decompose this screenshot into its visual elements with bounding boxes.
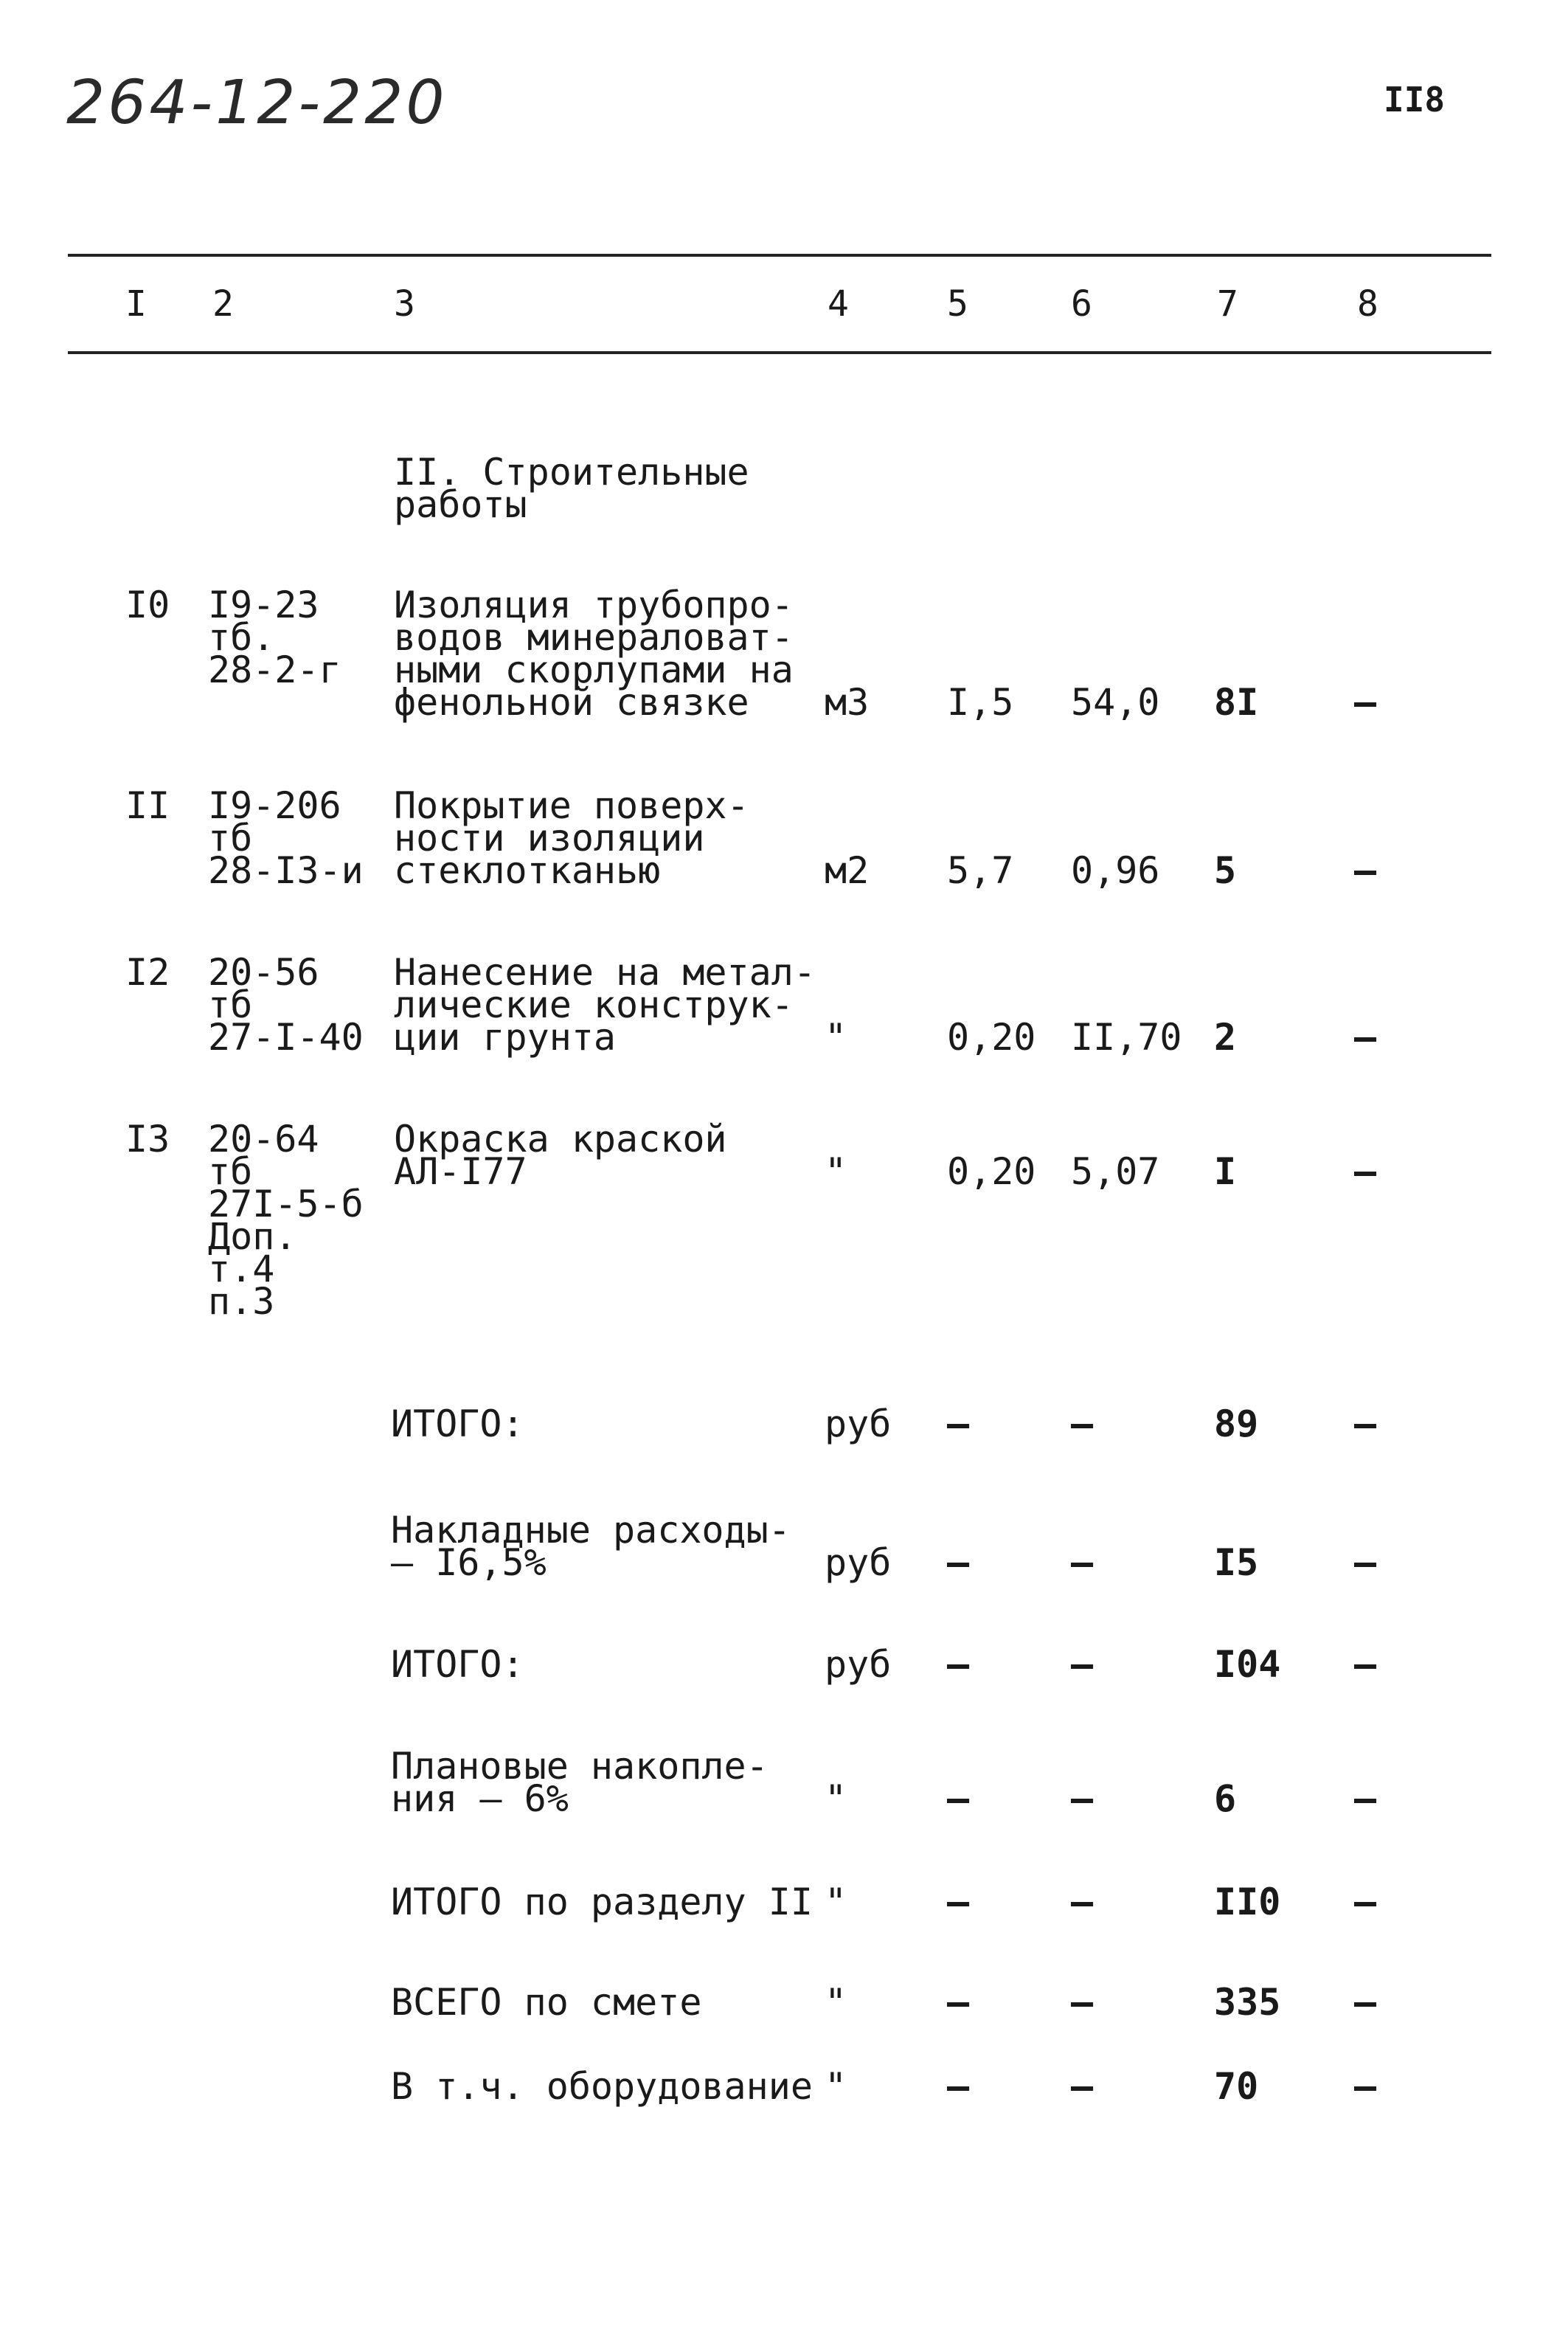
row-unit-price: 54,0: [1071, 681, 1160, 724]
summary-label: ИТОГО по разделу II: [391, 1881, 813, 1923]
summary-label: ИТОГО:: [391, 1402, 524, 1445]
summary-total: II0: [1214, 1881, 1281, 1923]
summary-total: 70: [1214, 2065, 1259, 2108]
row-col8: –: [1354, 849, 1377, 892]
table-top-rule: [68, 254, 1491, 257]
summary-unit: ": [825, 1981, 847, 2024]
summary-unit: руб: [825, 1402, 892, 1445]
summary-total: 6: [1214, 1777, 1237, 1820]
row-description: Окраска краской АЛ-I77: [394, 1118, 727, 1193]
row-total: 2: [1214, 1016, 1237, 1059]
summary-total: 335: [1214, 1981, 1281, 2024]
row-number: I3: [125, 1118, 170, 1161]
row-reference: I9-206 тб 28-I3-и: [208, 784, 364, 892]
row-reference: 20-64 тб 27I-5-б Доп. т.4 п.3: [208, 1118, 364, 1323]
summary-col8: –: [1354, 1881, 1377, 1923]
row-unit: м2: [825, 849, 870, 892]
summary-unit: ": [825, 2065, 847, 2108]
table-header-rule: [68, 351, 1491, 354]
row-col8: –: [1354, 1150, 1377, 1193]
summary-col6: –: [1071, 2065, 1094, 2108]
summary-col8: –: [1354, 1981, 1377, 2024]
row-unit-price: 0,96: [1071, 849, 1160, 892]
summary-label: ИТОГО:: [391, 1643, 524, 1686]
summary-col6: –: [1071, 1541, 1094, 1584]
summary-label: Плановые накопле- ния – 6%: [391, 1745, 769, 1820]
summary-col6: –: [1071, 1881, 1094, 1923]
summary-col5: –: [947, 2065, 970, 2108]
row-total: 5: [1214, 849, 1237, 892]
column-header-4: 4: [828, 283, 849, 325]
column-header-2: 2: [212, 283, 234, 325]
row-total: I: [1214, 1150, 1237, 1193]
row-description: Покрытие поверх- ности изоляции стеклотканью: [394, 784, 749, 892]
summary-total: I04: [1214, 1643, 1281, 1686]
row-number: II: [125, 784, 170, 827]
column-header-7: 7: [1217, 283, 1238, 325]
row-reference: I9-23 тб. 28-2-г: [208, 584, 341, 691]
row-description: Изоляция трубопро- водов минераловат- ными скорлупами на фенольной связке: [394, 584, 794, 724]
row-unit: м3: [825, 681, 870, 724]
summary-col5: –: [947, 1402, 970, 1445]
column-header-6: 6: [1071, 283, 1092, 325]
row-unit-price: II,70: [1071, 1016, 1182, 1059]
section-title: II. Строительные работы: [394, 451, 749, 526]
summary-col8: –: [1354, 1541, 1377, 1584]
summary-col8: –: [1354, 1643, 1377, 1686]
column-header-3: 3: [394, 283, 415, 325]
row-col8: –: [1354, 681, 1377, 724]
summary-col8: –: [1354, 2065, 1377, 2108]
summary-col5: –: [947, 1541, 970, 1584]
column-header-5: 5: [947, 283, 968, 325]
summary-total: 89: [1214, 1402, 1259, 1445]
summary-col8: –: [1354, 1402, 1377, 1445]
row-quantity: I,5: [947, 681, 1014, 724]
summary-col5: –: [947, 1777, 970, 1820]
summary-label: ВСЕГО по смете: [391, 1981, 702, 2024]
row-number: I0: [125, 584, 170, 626]
row-quantity: 0,20: [947, 1150, 1036, 1193]
row-reference: 20-56 тб 27-I-40: [208, 951, 364, 1059]
row-total: 8I: [1214, 681, 1259, 724]
summary-col6: –: [1071, 1402, 1094, 1445]
column-header-1: I: [125, 283, 147, 325]
summary-col6: –: [1071, 1643, 1094, 1686]
column-header-8: 8: [1357, 283, 1378, 325]
summary-unit: руб: [825, 1643, 892, 1686]
summary-unit: руб: [825, 1541, 892, 1584]
row-unit: ": [825, 1016, 847, 1059]
summary-col6: –: [1071, 1777, 1094, 1820]
row-unit-price: 5,07: [1071, 1150, 1160, 1193]
row-description: Нанесение на метал- лические конструк- ции грунта: [394, 951, 816, 1059]
summary-col5: –: [947, 1981, 970, 2024]
summary-col6: –: [1071, 1981, 1094, 2024]
summary-col5: –: [947, 1881, 970, 1923]
page-number: II8: [1384, 80, 1446, 120]
summary-label: Накладные расходы- – I6,5%: [391, 1509, 791, 1584]
summary-total: I5: [1214, 1541, 1259, 1584]
summary-col5: –: [947, 1643, 970, 1686]
row-number: I2: [125, 951, 170, 994]
summary-unit: ": [825, 1777, 847, 1820]
document-code: 264-12-220: [66, 68, 448, 138]
summary-col8: –: [1354, 1777, 1377, 1820]
row-quantity: 5,7: [947, 849, 1014, 892]
row-col8: –: [1354, 1016, 1377, 1059]
summary-unit: ": [825, 1881, 847, 1923]
row-unit: ": [825, 1150, 847, 1193]
row-quantity: 0,20: [947, 1016, 1036, 1059]
summary-label: В т.ч. оборудование: [391, 2065, 813, 2108]
